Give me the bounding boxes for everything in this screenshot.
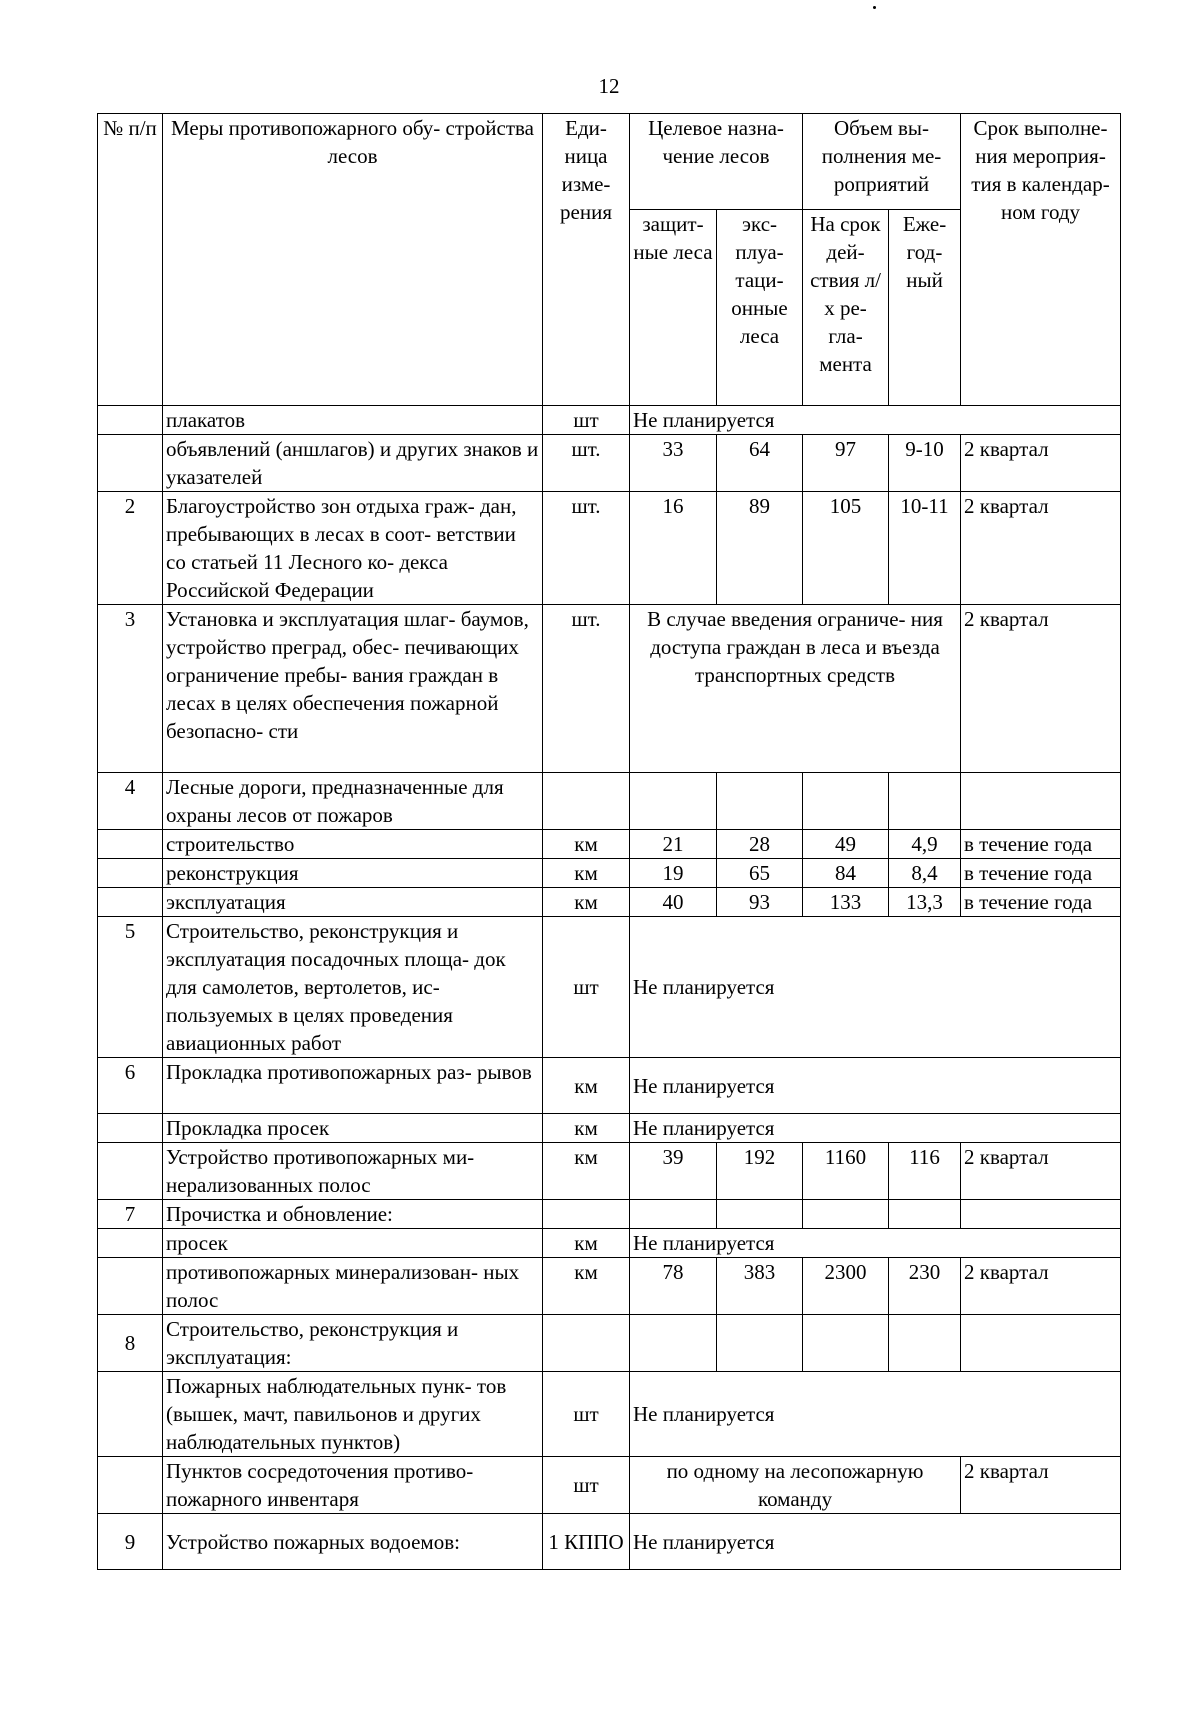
row-unit: шт bbox=[543, 1372, 630, 1457]
row-num bbox=[98, 1457, 163, 1514]
row-note: Не планируется bbox=[630, 1058, 1121, 1114]
row-total: 105 bbox=[803, 492, 889, 605]
table-row bbox=[98, 1514, 1121, 1570]
row-unit: км bbox=[543, 888, 630, 917]
row-deadline: в течение года bbox=[961, 888, 1121, 917]
row-measure: Устройство пожарных водоемов: bbox=[163, 1514, 543, 1570]
row-deadline: 2 квартал bbox=[961, 492, 1121, 605]
row-deadline: 2 квартал bbox=[961, 605, 1121, 773]
header-unit: Еди- ница изме- рения bbox=[543, 114, 630, 406]
table-row bbox=[98, 406, 1121, 435]
row-protective: 40 bbox=[630, 888, 717, 917]
row-measure: Установка и эксплуатация шлаг- баумов, устройство преград, обес- печивающих ограничение пребы- вания граждан в лесах в целях обеспечения пожарной безопасно- сти bbox=[163, 605, 543, 773]
row-measure: Лесные дороги, предназначенные для охраны лесов от пожаров bbox=[163, 773, 543, 830]
row-num: 3 bbox=[98, 605, 163, 773]
row-measure: Прокладка противопожарных раз- рывов bbox=[163, 1058, 543, 1114]
row-exploitation: 65 bbox=[717, 859, 803, 888]
row-exploitation: 64 bbox=[717, 435, 803, 492]
row-measure: Пунктов сосредоточения противо- пожарного инвентаря bbox=[163, 1457, 543, 1514]
row-annual: 116 bbox=[889, 1143, 961, 1200]
row-measure: Строительство, реконструкция и эксплуатация посадочных площа- док для самолетов, вертолетов, ис- пользуемых в целях проведения авиационных работ bbox=[163, 917, 543, 1058]
row-note: Не планируется bbox=[630, 917, 1121, 1058]
header-row-top bbox=[98, 114, 1121, 210]
row-protective: 19 bbox=[630, 859, 717, 888]
row-num: 7 bbox=[98, 1200, 163, 1229]
measures-table bbox=[97, 113, 1121, 1570]
row-num bbox=[98, 406, 163, 435]
row-unit: км bbox=[543, 1229, 630, 1258]
row-num: 6 bbox=[98, 1058, 163, 1114]
row-total: 1160 bbox=[803, 1143, 889, 1200]
row-annual: 13,3 bbox=[889, 888, 961, 917]
row-protective: 21 bbox=[630, 830, 717, 859]
row-measure: Прочистка и обновление: bbox=[163, 1200, 543, 1229]
table-row bbox=[98, 1372, 1121, 1457]
row-deadline: в течение года bbox=[961, 830, 1121, 859]
row-num bbox=[98, 435, 163, 492]
row-measure: объявлений (аншлагов) и других знаков и указателей bbox=[163, 435, 543, 492]
row-deadline: 2 квартал bbox=[961, 1457, 1121, 1514]
table-row bbox=[98, 435, 1121, 492]
header-volume-group: Объем вы- полнения ме- роприятий bbox=[803, 114, 961, 210]
row-unit: км bbox=[543, 1058, 630, 1114]
row-num bbox=[98, 1229, 163, 1258]
row-num: 5 bbox=[98, 917, 163, 1058]
table-row bbox=[98, 917, 1121, 1058]
row-total: 49 bbox=[803, 830, 889, 859]
table-row bbox=[98, 773, 1121, 830]
table-row bbox=[98, 1143, 1121, 1200]
table-row bbox=[98, 859, 1121, 888]
row-unit: шт bbox=[543, 1457, 630, 1514]
speck bbox=[873, 6, 876, 9]
row-annual: 8,4 bbox=[889, 859, 961, 888]
header-protective: защит- ные леса bbox=[630, 210, 717, 406]
header-annual: Еже- год- ный bbox=[889, 210, 961, 406]
header-term-total: На срок дей- ствия л/х ре- гла- мента bbox=[803, 210, 889, 406]
row-num bbox=[98, 830, 163, 859]
row-total: 133 bbox=[803, 888, 889, 917]
row-num bbox=[98, 888, 163, 917]
row-protective: 78 bbox=[630, 1258, 717, 1315]
table-row bbox=[98, 888, 1121, 917]
header-exploitation: экс- плуа- таци- онные леса bbox=[717, 210, 803, 406]
header-purpose-group: Целевое назна- чение лесов bbox=[630, 114, 803, 210]
table-row bbox=[98, 1258, 1121, 1315]
row-note: по одному на лесопожарную команду bbox=[630, 1457, 961, 1514]
header-deadline: Срок выполне- ния мероприя- тия в календар- ном году bbox=[961, 114, 1121, 406]
table-row bbox=[98, 605, 1121, 773]
table-row bbox=[98, 1058, 1121, 1114]
row-note: Не планируется bbox=[630, 1114, 1121, 1143]
row-unit: км bbox=[543, 1258, 630, 1315]
row-exploitation: 89 bbox=[717, 492, 803, 605]
row-num bbox=[98, 1143, 163, 1200]
row-measure: просек bbox=[163, 1229, 543, 1258]
row-unit: 1 КППО bbox=[543, 1514, 630, 1570]
row-note: Не планируется bbox=[630, 406, 1121, 435]
row-num bbox=[98, 1372, 163, 1457]
row-unit: шт bbox=[543, 406, 630, 435]
row-unit: шт bbox=[543, 917, 630, 1058]
row-measure: противопожарных минерализован- ных полос bbox=[163, 1258, 543, 1315]
row-note: В случае введения ограниче- ния доступа граждан в леса и въезда транспортных средств bbox=[630, 605, 961, 773]
header-measure: Меры противопожарного обу- стройства лесов bbox=[163, 114, 543, 406]
row-annual: 9-10 bbox=[889, 435, 961, 492]
row-total: 84 bbox=[803, 859, 889, 888]
row-num bbox=[98, 1258, 163, 1315]
row-total: 2300 bbox=[803, 1258, 889, 1315]
row-note: Не планируется bbox=[630, 1229, 1121, 1258]
row-measure: строительство bbox=[163, 830, 543, 859]
row-unit: шт. bbox=[543, 492, 630, 605]
table-row bbox=[98, 1114, 1121, 1143]
row-deadline: 2 квартал bbox=[961, 1258, 1121, 1315]
row-num bbox=[98, 1114, 163, 1143]
row-measure: Строительство, реконструкция и эксплуатация: bbox=[163, 1315, 543, 1372]
table-row bbox=[98, 1457, 1121, 1514]
row-annual: 4,9 bbox=[889, 830, 961, 859]
row-num: 2 bbox=[98, 492, 163, 605]
row-protective: 39 bbox=[630, 1143, 717, 1200]
row-unit: км bbox=[543, 1114, 630, 1143]
row-exploitation: 383 bbox=[717, 1258, 803, 1315]
row-num: 8 bbox=[98, 1315, 163, 1372]
row-note: Не планируется bbox=[630, 1372, 1121, 1457]
row-exploitation: 93 bbox=[717, 888, 803, 917]
row-measure: реконструкция bbox=[163, 859, 543, 888]
row-unit: шт. bbox=[543, 605, 630, 773]
row-annual: 10-11 bbox=[889, 492, 961, 605]
row-unit: шт. bbox=[543, 435, 630, 492]
table-row bbox=[98, 492, 1121, 605]
row-total: 97 bbox=[803, 435, 889, 492]
row-measure: Благоустройство зон отдыха граж- дан, пребывающих в лесах в соот- ветствии со статьей 11 Лесного ко- декса Российской Федерации bbox=[163, 492, 543, 605]
row-unit: км bbox=[543, 1143, 630, 1200]
row-measure: Пожарных наблюдательных пунк- тов (вышек, мачт, павильонов и других наблюдательных пунктов) bbox=[163, 1372, 543, 1457]
row-annual: 230 bbox=[889, 1258, 961, 1315]
table-row bbox=[98, 1315, 1121, 1372]
row-num: 4 bbox=[98, 773, 163, 830]
row-num: 9 bbox=[98, 1514, 163, 1570]
row-unit: км bbox=[543, 830, 630, 859]
row-unit: км bbox=[543, 859, 630, 888]
table-row bbox=[98, 830, 1121, 859]
header-num: № п/п bbox=[98, 114, 163, 406]
row-num bbox=[98, 859, 163, 888]
row-measure: Прокладка просек bbox=[163, 1114, 543, 1143]
row-note: Не планируется bbox=[630, 1514, 1121, 1570]
row-deadline: 2 квартал bbox=[961, 1143, 1121, 1200]
page-number: 12 bbox=[598, 74, 620, 98]
row-deadline: 2 квартал bbox=[961, 435, 1121, 492]
table-row bbox=[98, 1229, 1121, 1258]
row-exploitation: 28 bbox=[717, 830, 803, 859]
row-measure: плакатов bbox=[163, 406, 543, 435]
row-exploitation: 192 bbox=[717, 1143, 803, 1200]
row-measure: Устройство противопожарных ми- нерализованных полос bbox=[163, 1143, 543, 1200]
row-deadline: в течение года bbox=[961, 859, 1121, 888]
row-protective: 33 bbox=[630, 435, 717, 492]
row-measure: эксплуатация bbox=[163, 888, 543, 917]
row-protective: 16 bbox=[630, 492, 717, 605]
table-row bbox=[98, 1200, 1121, 1229]
